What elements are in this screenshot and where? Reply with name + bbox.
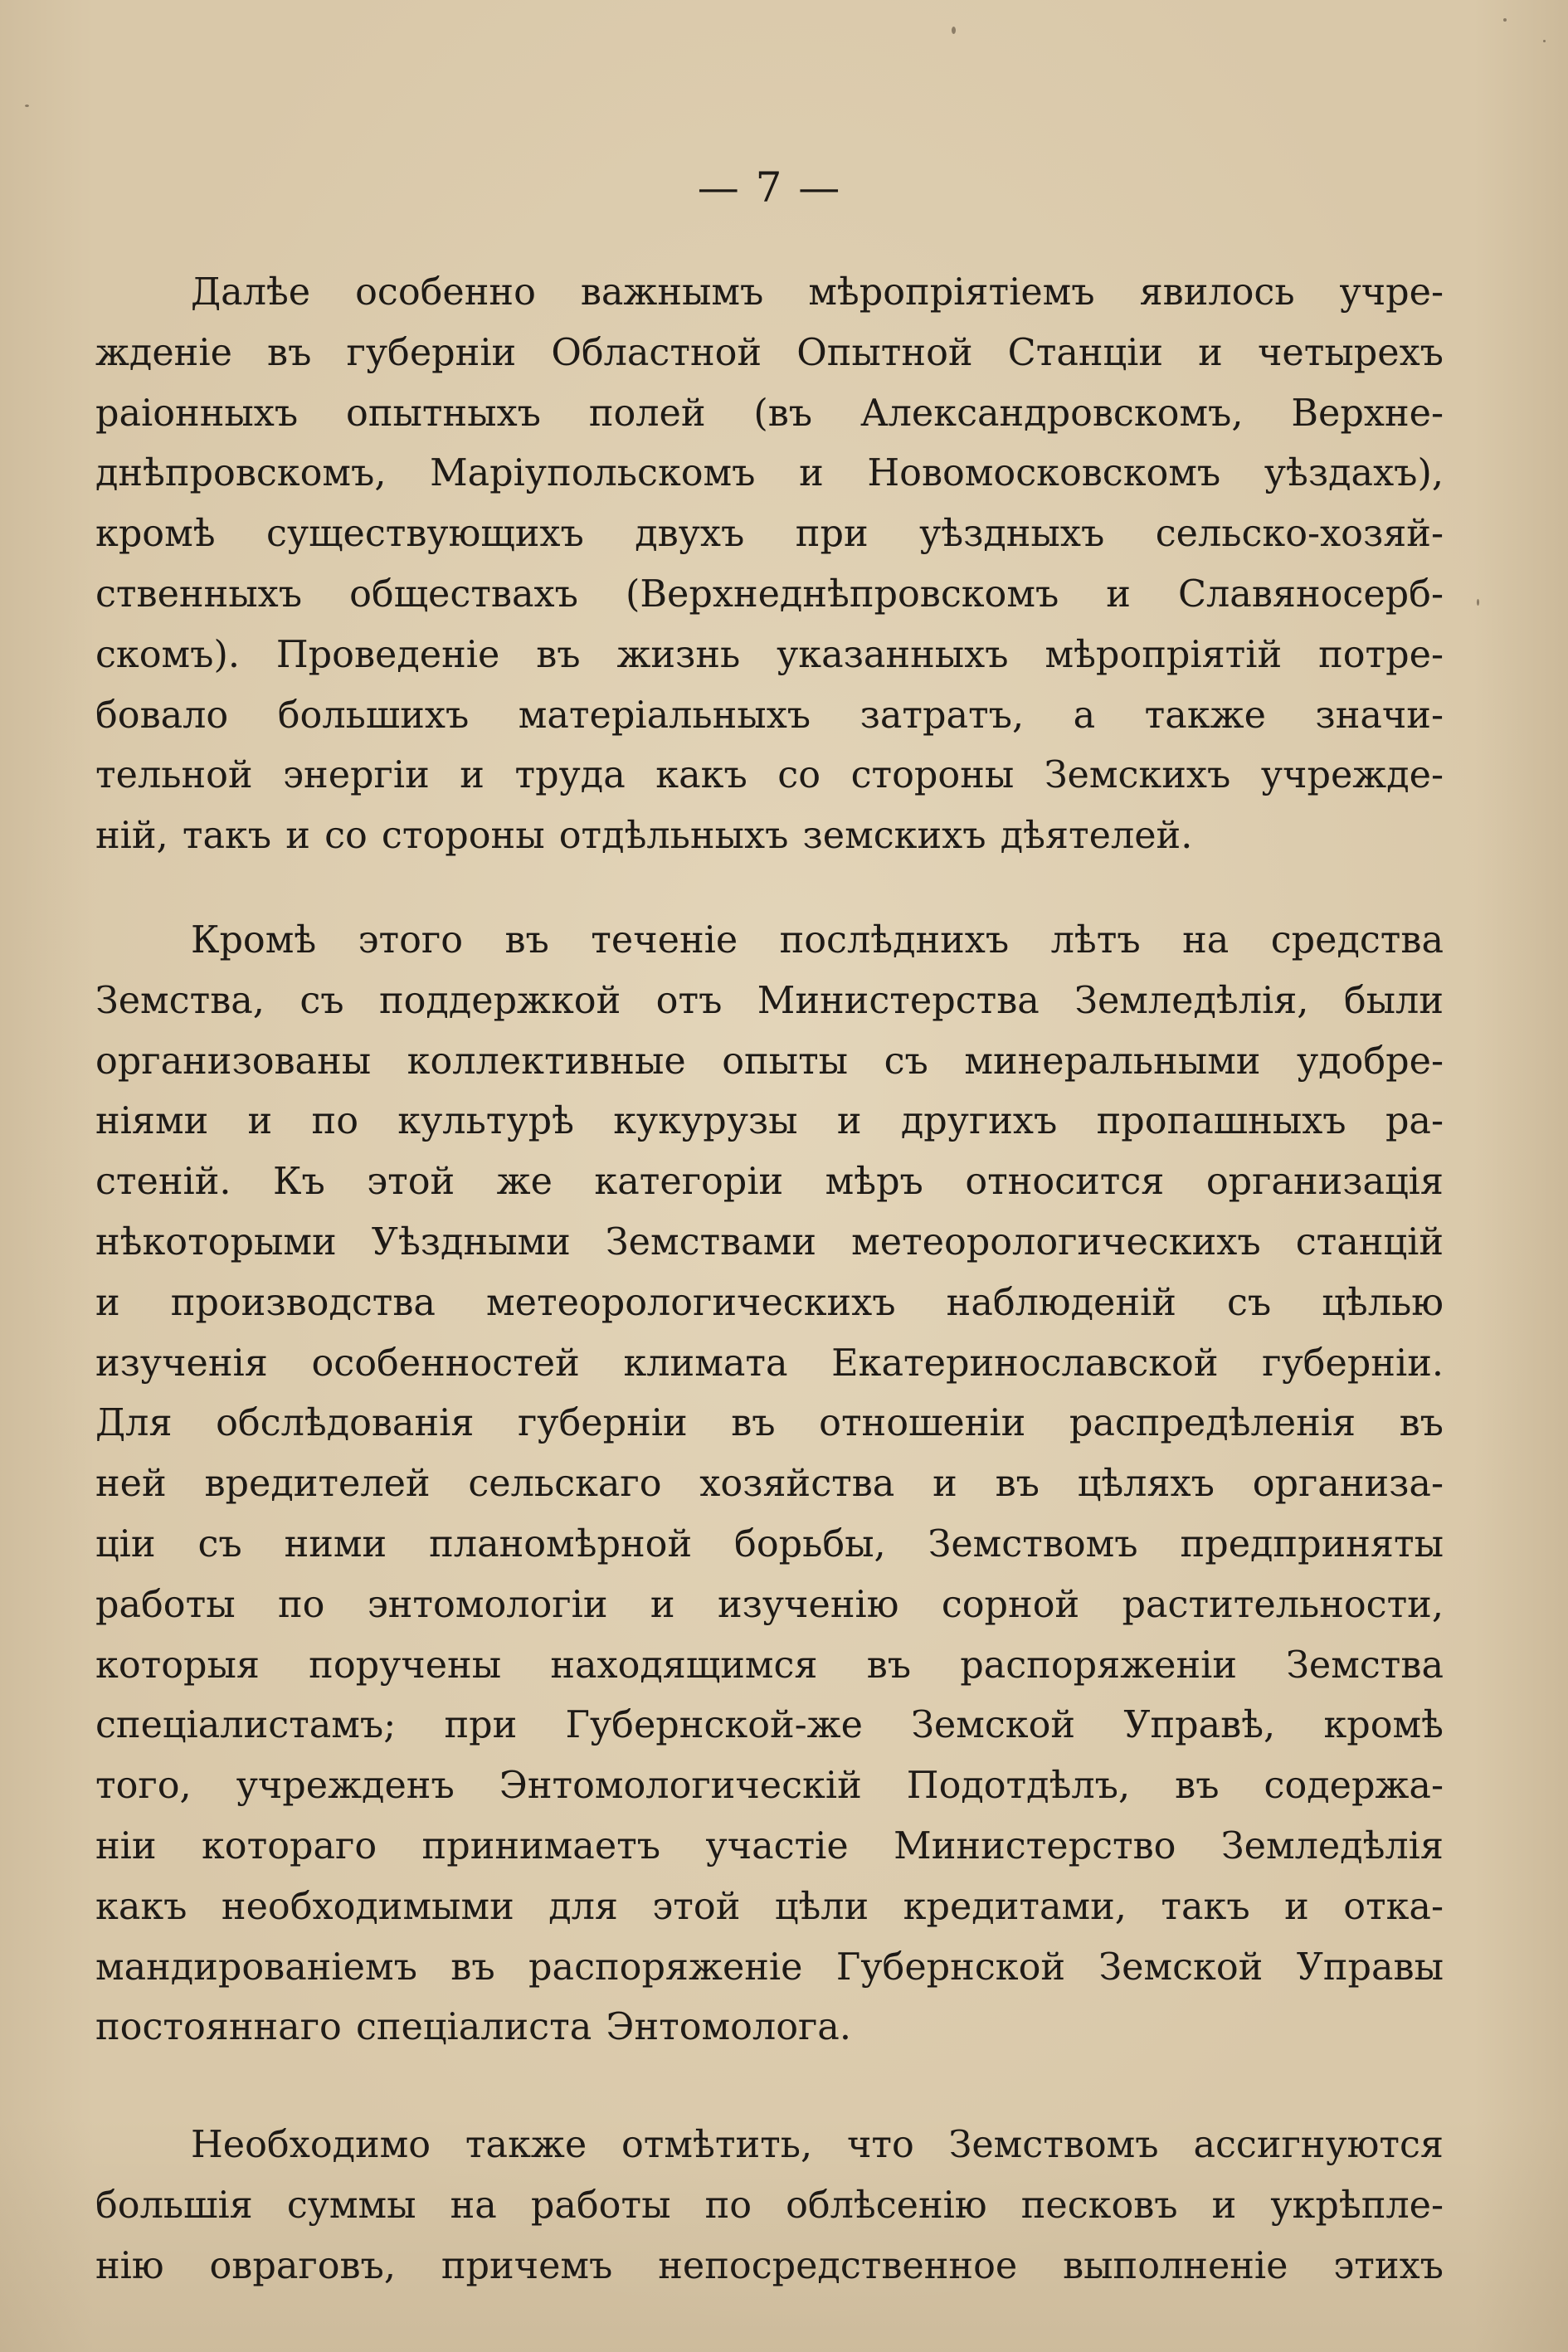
text-line: Далѣе особенно важнымъ мѣропріятіемъ явилось учре- — [191, 271, 1444, 314]
paper-speck — [1477, 599, 1479, 606]
paper-speck — [952, 27, 956, 34]
paragraph-3 — [95, 2116, 1444, 2296]
text-line: работы по энтомологіи и изученію сорной растительности, — [95, 1583, 1444, 1626]
text-line: Необходимо также отмѣтить, что Земствомъ ассигнуются — [191, 2124, 1444, 2166]
text-line: ціи съ ними планомѣрной борьбы, Земствомъ предприняты — [95, 1522, 1444, 1566]
text-line: ственныхъ обществахъ (Верхнеднѣпровскомъ и Славяносерб- — [95, 572, 1444, 616]
paper-speck — [1503, 18, 1507, 22]
text-line: кромѣ существующихъ двухъ при уѣздныхъ сельско-хозяй- — [95, 513, 1444, 556]
paragraph-2 — [95, 911, 1444, 2058]
text-line: ніями и по культурѣ кукурузы и другихъ пропашныхъ ра- — [95, 1100, 1444, 1143]
text-line: и производства метеорологическихъ наблюденій съ цѣлью — [95, 1281, 1444, 1324]
text-line: тельной энергіи и труда какъ со стороны Земскихъ учрежде- — [95, 754, 1444, 797]
text-line: какъ необходимыми для этой цѣли кредитами, такъ и отка- — [95, 1885, 1444, 1928]
text-line: ней вредителей сельскаго хозяйства и въ цѣляхъ организа- — [95, 1463, 1444, 1506]
text-line: ніи котораго принимаетъ участіе Министерство Земледѣлія — [95, 1824, 1444, 1867]
text-line: бовало большихъ матеріальныхъ затратъ, а также значи- — [95, 694, 1444, 737]
text-line: изученія особенностей климата Екатеринославской губерніи. — [95, 1342, 1444, 1385]
text-line: того, учрежденъ Энтомологическій Подотдѣлъ, въ содержа- — [95, 1765, 1444, 1808]
text-line: скомъ). Проведеніе въ жизнь указанныхъ мѣропріятій потре- — [95, 633, 1444, 676]
text-line: спеціалистамъ; при Губернской-же Земской Управѣ, кромѣ — [95, 1704, 1444, 1747]
text-line: жденіе въ губерніи Областной Опытной Станціи и четырехъ — [95, 331, 1444, 374]
paper-speck — [1543, 40, 1546, 42]
text-line: большія суммы на работы по облѣсенію песковъ и укрѣпле- — [95, 2184, 1444, 2227]
text-line: организованы коллективные опыты съ минеральными удобре- — [95, 1040, 1444, 1083]
paper-speck — [25, 105, 29, 107]
text-line: Земства, съ поддержкой отъ Министерства Земледѣлія, были — [95, 979, 1444, 1022]
text-line: раіонныхъ опытныхъ полей (въ Александровскомъ, Верхне- — [95, 392, 1444, 435]
text-line: постояннаго спеціалиста Энтомолога. — [95, 2006, 851, 2049]
text-line: днѣпровскомъ, Маріупольскомъ и Новомосковскомъ уѣздахъ), — [95, 452, 1444, 495]
text-line: мандированіемъ въ распоряженіе Губернской Земской Управы — [95, 1945, 1444, 1989]
paragraph-1 — [95, 263, 1444, 867]
text-line: которыя поручены находящимся въ распоряженіи Земства — [95, 1643, 1444, 1687]
page-number: — 7 — — [697, 163, 842, 212]
text-line: Кромѣ этого въ теченіе послѣднихъ лѣтъ на средства — [191, 919, 1444, 962]
text-line: ній, такъ и со стороны отдѣльныхъ земскихъ дѣятелей. — [95, 815, 1193, 858]
text-line: стеній. Къ этой же категоріи мѣръ относится организація — [95, 1161, 1444, 1204]
text-line: нію овраговъ, причемъ непосредственное выполненіе этихъ — [95, 2244, 1444, 2287]
document-page — [95, 0, 1444, 2352]
text-line: нѣкоторыми Уѣздными Земствами метеорологическихъ станцій — [95, 1220, 1444, 1264]
text-line: Для обслѣдованія губерніи въ отношеніи распредѣленія въ — [95, 1402, 1444, 1445]
